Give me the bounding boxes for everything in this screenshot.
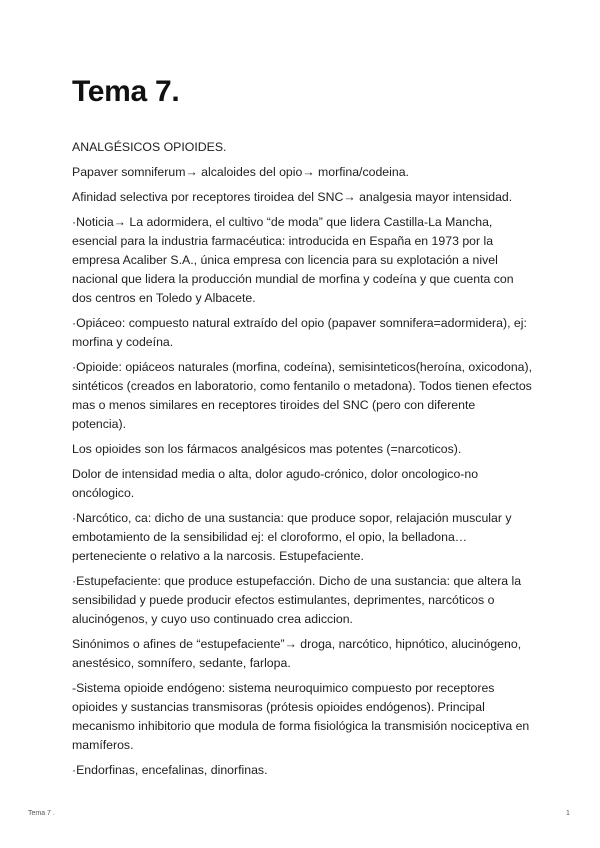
page-number: 1 <box>566 810 570 817</box>
footer-title: Tema 7 . <box>28 810 55 817</box>
paragraph-afinidad: Afinidad selectiva por receptores tiroidea del SNC→ analgesia mayor intensidad. <box>72 190 513 204</box>
paragraph-dolor: Dolor de intensidad media o alta, dolor agudo-crónico, dolor oncologico-no oncólogico. <box>72 467 479 500</box>
paragraph-sinonimos: Sinónimos o afines de “estupefaciente”→ droga, narcótico, hipnótico, alucinógeno, anestésico, somnífero, sedante, farlopa. <box>72 637 522 670</box>
paragraph-papaver: Papaver somniferum→ alcaloides del opio→ morfina/codeina. <box>72 165 409 179</box>
paragraph-endorfinas: ·Endorfinas, encefalinas, dinorfinas. <box>72 763 268 777</box>
paragraph-opioide: ·Opioide: opiáceos naturales (morfina, codeína), semisinteticos(heroína, oxicodona), sintéticos (creados en laboratorio, como fentanilo o metadona). Todos tienen efectos mas o menos similares en receptores tiroides del SNC (pero con diferente potencia). <box>72 360 533 431</box>
paragraph-opiaceo: ·Opiáceo: compuesto natural extraído del opio (papaver somnifera=adormidera), ej: morfina y codeína. <box>72 316 527 349</box>
paragraph-noticia: ·Noticia→ La adormidera, el cultivo “de moda” que lidera Castilla-La Mancha, esencial para la industria farmacéutica: introducida en España en 1973 por la empresa Acaliber S.A., única empresa con licencia para su explotación a nivel nacional que lidera la producción mundial de morfina y codeína y que cuenta con dos centros en Toledo y Albacete. <box>72 215 514 305</box>
section-heading: ANALGÉSICOS OPIOIDES. <box>72 140 227 154</box>
paragraph-sistema-opioide: -Sistema opioide endógeno: sistema neuroquimico compuesto por receptores opioides y sustancias transmisoras (prótesis opioides endógenos). Principal mecanismo inhibitorio que modula de forma fisiológica la transmisión nociceptiva en mamíferos. <box>72 681 530 752</box>
paragraph-estupefaciente: ·Estupefaciente: que produce estupefacción. Dicho de una sustancia: que altera la sensibilidad y puede producir efectos estimulantes, deprimentes, narcóticos o alucinógenos, y cuyo uso continuado crea adiccion. <box>72 574 522 626</box>
paragraph-potentes: Los opioides son los fármacos analgésicos mas potentes (=narcoticos). <box>72 442 462 456</box>
paragraph-narcotico: ·Narcótico, ca: dicho de una sustancia: que produce sopor, relajación muscular y embotamiento de la sensibilidad ej: el cloroformo, el opio, la belladona… perteneciente o relativo a la narcosis. Estupefaciente. <box>72 511 512 563</box>
document-body <box>72 72 532 786</box>
page-title: Tema 7. <box>72 75 180 108</box>
